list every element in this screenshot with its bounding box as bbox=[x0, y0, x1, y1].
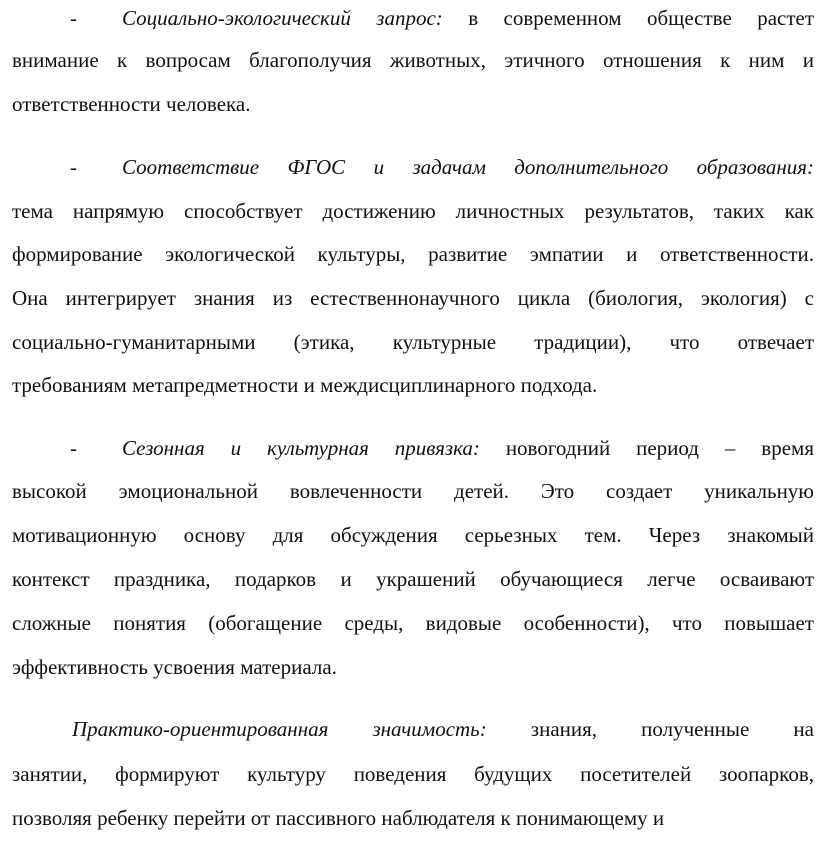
paragraph-3-line-3: мотивационную основу для обсуждения серьезных тем. Через знакомый bbox=[12, 523, 814, 547]
bullet-dash: - bbox=[70, 6, 77, 30]
paragraph-4-line-1 bbox=[72, 717, 814, 741]
paragraph-4-line-2: занятии, формируют культуру поведения будущих посетителей зоопарков, bbox=[12, 762, 814, 786]
paragraph-2-lead: Соответствие ФГОС и задачам дополнительного образования: bbox=[122, 155, 814, 179]
paragraph-3-line-6: эффективность усвоения материала. bbox=[12, 655, 337, 679]
paragraph-3-line-5: сложные понятия (обогащение среды, видовые особенности), что повышает bbox=[12, 611, 814, 635]
paragraph-2-line-6: требованиям метапредметности и междисциплинарного подхода. bbox=[12, 373, 598, 397]
paragraph-1-line-3: ответственности человека. bbox=[12, 92, 251, 116]
paragraph-3-line-4: контекст праздника, подарков и украшений обучающиеся легче осваивают bbox=[12, 567, 814, 591]
paragraph-3-line-2: высокой эмоциональной вовлеченности детей. Это создает уникальную bbox=[12, 479, 814, 503]
paragraph-2-line-2: тема напрямую способствует достижению личностных результатов, таких как bbox=[12, 199, 814, 223]
paragraph-3-line-1 bbox=[122, 436, 814, 460]
bullet-dash: - bbox=[70, 155, 77, 179]
paragraph-4-text: знания, полученные на bbox=[486, 717, 814, 741]
paragraph-3-lead: Сезонная и культурная привязка: bbox=[122, 436, 480, 460]
paragraph-4-line-3: позволяя ребенку перейти от пассивного наблюдателя к понимающему и bbox=[12, 806, 665, 830]
paragraph-1-text: в современном обществе растет bbox=[442, 6, 815, 30]
paragraph-3-text: новогодний период – время bbox=[479, 436, 814, 460]
paragraph-2-line-4: Она интегрирует знания из естественнонаучного цикла (биология, экология) с bbox=[12, 286, 814, 310]
paragraph-1-line-2: внимание к вопросам благополучия животных, этичного отношения к ним и bbox=[12, 48, 814, 72]
paragraph-2-line-5: социально-гуманитарными (этика, культурные традиции), что отвечает bbox=[12, 330, 814, 354]
paragraph-1-lead: Социально-экологический запрос: bbox=[122, 6, 443, 30]
paragraph-2-line-3: формирование экологической культуры, развитие эмпатии и ответственности. bbox=[12, 242, 814, 266]
paragraph-4-lead: Практико-ориентированная значимость: bbox=[72, 717, 487, 741]
bullet-dash: - bbox=[70, 436, 77, 460]
paragraph-1-line-1 bbox=[122, 6, 814, 30]
